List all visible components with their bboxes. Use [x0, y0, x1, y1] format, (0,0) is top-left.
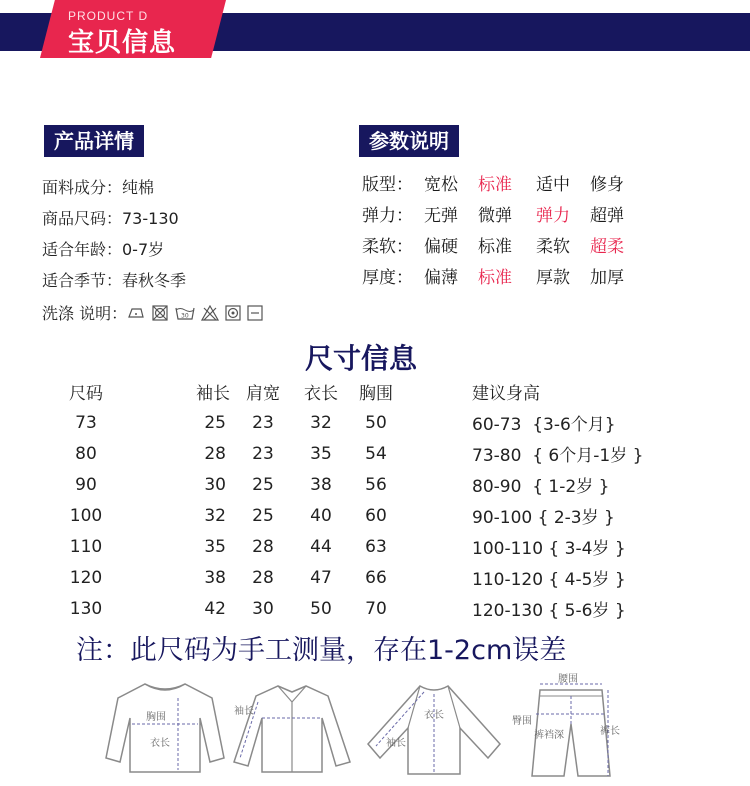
cell: 44: [310, 536, 332, 557]
details-heading: 产品详情: [44, 125, 144, 157]
cell: 54: [365, 443, 387, 464]
cell: 63: [365, 536, 387, 557]
col-header: 尺码: [69, 384, 103, 404]
cell: 66: [365, 567, 387, 588]
cell: 80: [75, 443, 97, 464]
param-option: 无弹: [424, 206, 458, 226]
no-bleach-icon: [201, 305, 219, 321]
inseam-label: 裤长: [600, 726, 620, 737]
cell: 110-120 { 4-5岁 }: [472, 570, 626, 590]
param-label: 版型：: [362, 175, 413, 195]
cell: 25: [252, 474, 274, 495]
cell: 32: [204, 505, 226, 526]
cell: 25: [252, 505, 274, 526]
cell: 60-73 {3-6个月}: [472, 415, 616, 435]
cell: 25: [204, 412, 226, 433]
cell: 35: [204, 536, 226, 557]
length-label: 衣长: [150, 738, 170, 749]
cell: 110: [69, 536, 103, 557]
cell: 40: [310, 505, 332, 526]
param-option: 宽松: [424, 175, 458, 195]
param-row-elasticity: [362, 201, 644, 232]
table-row: [60, 469, 686, 500]
dry-clean-icon: [225, 305, 241, 321]
cell: 28: [204, 443, 226, 464]
col-header: 胸围: [359, 384, 393, 404]
param-option-selected: 弹力: [536, 206, 570, 226]
param-option-selected: 超柔: [590, 237, 624, 257]
param-row-softness: [362, 232, 644, 263]
detail-season: 适合季节：春秋冬季: [42, 271, 187, 290]
cell: 80-90 { 1-2岁 }: [472, 477, 610, 497]
cell: 38: [204, 567, 226, 588]
param-row-fit: [362, 170, 644, 201]
measurement-note: 注：此尺码为手工测量，存在1-2cm误差: [76, 635, 567, 666]
cell: 35: [310, 443, 332, 464]
table-row: [60, 500, 686, 531]
cell: 28: [252, 567, 274, 588]
crotch-label: 裤裆深: [534, 730, 564, 741]
param-option: 适中: [536, 175, 570, 195]
cell: 73: [75, 412, 97, 433]
banner-subtitle: PRODUCT D: [68, 9, 149, 23]
col-header: 衣长: [304, 384, 338, 404]
detail-size: 商品尺码：73-130: [42, 209, 179, 228]
no-tumble-dry-icon: [151, 305, 169, 321]
param-row-thickness: [362, 263, 644, 294]
param-option: 微弹: [478, 206, 512, 226]
cell: 90: [75, 474, 97, 495]
sleeve-label: 袖长: [234, 706, 254, 717]
param-option: 柔软: [536, 237, 570, 257]
table-row: [60, 562, 686, 593]
cell: 32: [310, 412, 332, 433]
detail-material: 面料成分：纯棉: [42, 178, 155, 197]
param-option: 标准: [478, 237, 512, 257]
cell: 23: [252, 443, 274, 464]
cell: 50: [365, 412, 387, 433]
cell: 23: [252, 412, 274, 433]
table-row: [60, 438, 686, 469]
cell: 38: [310, 474, 332, 495]
param-option-selected: 标准: [478, 175, 512, 195]
col-header: 袖长: [196, 384, 230, 404]
param-option: 超弹: [590, 206, 624, 226]
size-table-header: [60, 376, 686, 407]
param-label: 厚度：: [362, 268, 413, 288]
tshirt-diagram: [100, 678, 230, 778]
cell: 73-80 { 6个月-1岁 }: [472, 446, 644, 466]
params-table: [362, 170, 644, 294]
param-label: 柔软：: [362, 237, 413, 257]
param-option: 厚款: [536, 268, 570, 288]
shirt-diagram: [232, 678, 358, 778]
param-label: 弹力：: [362, 206, 413, 226]
pants-diagram: [510, 672, 630, 780]
cell: 60: [365, 505, 387, 526]
cell: 100: [69, 505, 103, 526]
param-option: 偏薄: [424, 268, 458, 288]
cell: 42: [204, 598, 226, 619]
size-table: [60, 376, 686, 624]
details-list: [42, 175, 186, 299]
cell: 56: [365, 474, 387, 495]
cell: 120: [69, 567, 103, 588]
param-option: 修身: [590, 175, 624, 195]
cell: 100-110 { 3-4岁 }: [472, 539, 626, 559]
cell: 47: [310, 567, 332, 588]
sleeve-label: 袖长: [386, 738, 406, 749]
cell: 90-100 { 2-3岁 }: [472, 508, 615, 528]
svg-text:30: 30: [181, 312, 189, 319]
wash-label: 洗涤 说明：: [42, 304, 128, 323]
cell: 120-130 { 5-6岁 }: [472, 601, 626, 621]
flat-dry-icon: [247, 305, 263, 321]
wash-30-icon: [175, 305, 195, 321]
raglan-diagram: [364, 680, 504, 780]
wash-instructions: [42, 301, 263, 324]
col-header: 肩宽: [246, 384, 280, 404]
cell: 130: [69, 598, 103, 619]
detail-age: 适合年龄：0-7岁: [42, 240, 165, 259]
iron-icon: [127, 305, 145, 321]
length-label: 衣长: [424, 710, 444, 721]
col-header: 建议身高: [472, 384, 540, 404]
param-option: 加厚: [590, 268, 624, 288]
hip-label: 臀围: [512, 716, 532, 727]
cell: 30: [204, 474, 226, 495]
chest-label: 胸围: [146, 712, 166, 723]
param-option: 偏硬: [424, 237, 458, 257]
params-heading: 参数说明: [359, 125, 459, 157]
cell: 70: [365, 598, 387, 619]
waist-label: 腰围: [558, 674, 578, 685]
table-row: [60, 407, 686, 438]
table-row: [60, 593, 686, 624]
table-row: [60, 531, 686, 562]
banner-title: 宝贝信息: [68, 28, 177, 58]
cell: 28: [252, 536, 274, 557]
param-option-selected: 标准: [478, 268, 512, 288]
cell: 50: [310, 598, 332, 619]
wash-icons: [127, 305, 263, 321]
size-title: 尺寸信息: [305, 342, 418, 375]
cell: 30: [252, 598, 274, 619]
